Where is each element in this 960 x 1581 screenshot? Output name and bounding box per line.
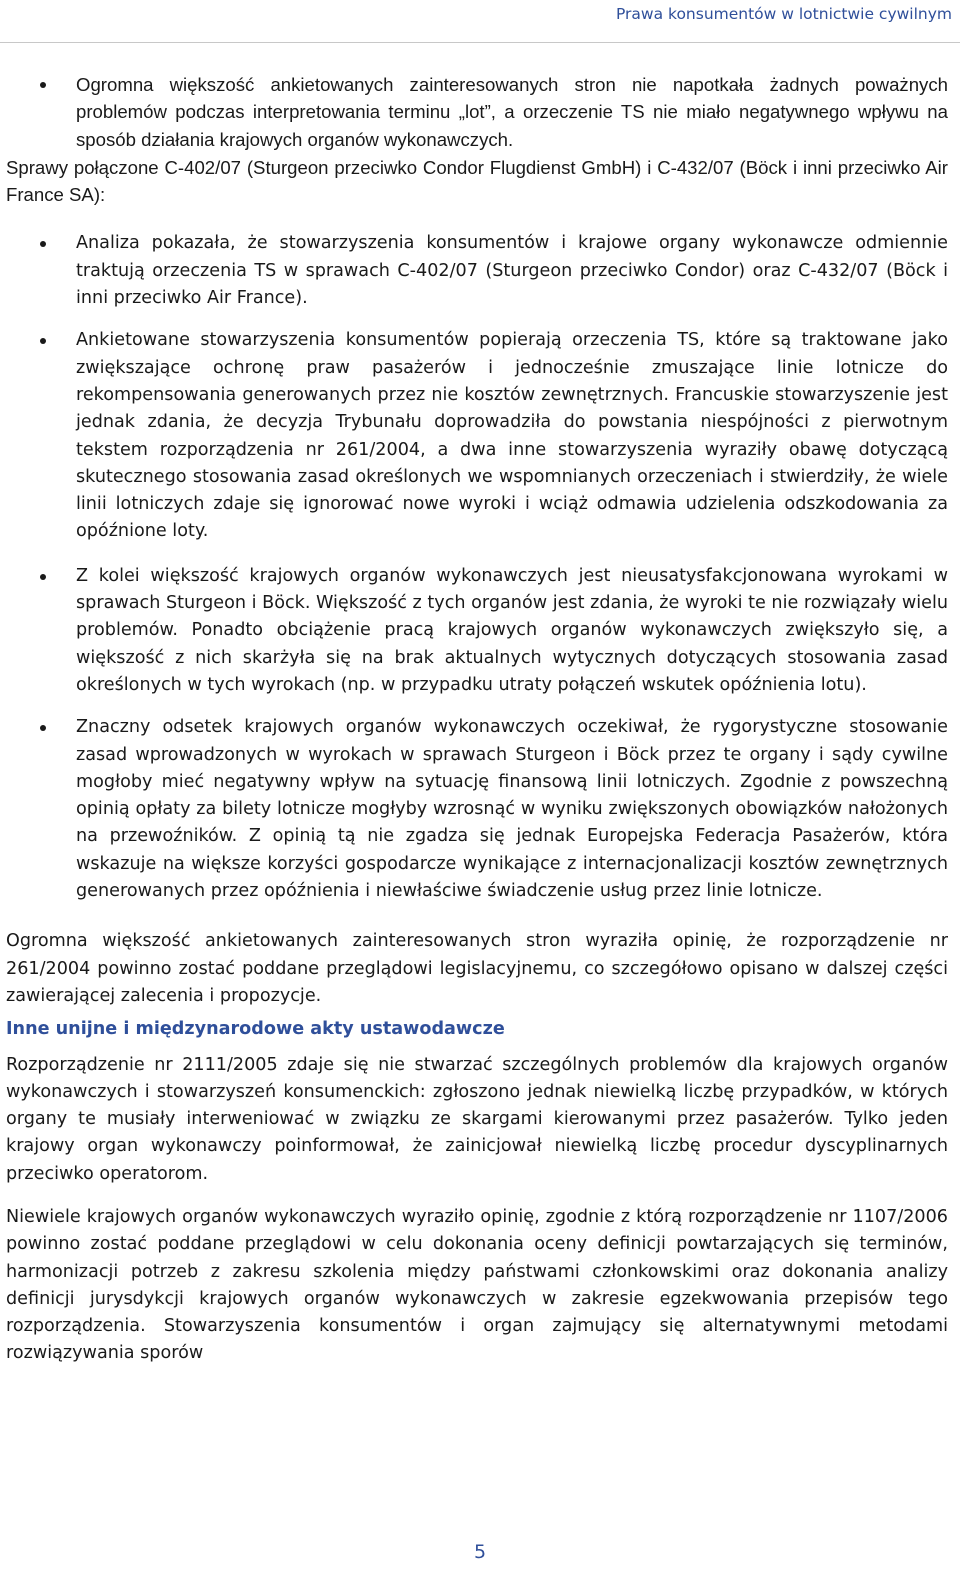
section-intro: Sprawy połączone C-402/07 (Sturgeon przeciwko Condor Flugdienst GmbH) i C-432/07 (Böck i inni przeciwko Air France SA):	[6, 156, 948, 206]
list-item	[6, 714, 948, 905]
bullet-list-sturgeon-bock	[6, 230, 948, 905]
page-number: 5	[473, 1541, 487, 1563]
bullet-list-flight-term	[6, 71, 948, 153]
summary-paragraph: Ogromna większość ankietowanych zainteresowanych stron wyraziła opinię, że rozporządzenie nr 261/2004 powinno zostać poddane przeglądowi legislacyjnemu, co szczegółowo opisano w dalszej części zawierającej zalecenia i propozycje.	[6, 931, 948, 1006]
page-header	[0, 0, 960, 43]
paragraph-regulation-1107: Niewiele krajowych organów wykonawczych wyraziło opinię, zgodnie z którą rozporządzenie nr 1107/2006 powinno zostać poddane przeglądowi w celu dokonania oceny definicji powtarzających się terminów, harmonizacji potrzeb z zakresu szkolenia między państwami członkowskimi oraz dokonania analizy definicji jurysdykcji krajowych organów wykonawczych w zakresie egzekwowania przepisów tego rozporządzenia. Stowarzyszenia konsumentów i organ zajmujący się alternatywnymi metodami rozwiązywania sporów	[6, 1206, 948, 1364]
list-item	[6, 327, 948, 545]
list-item-text: Z kolei większość krajowych organów wykonawczych jest nieusatysfakcjonowana wyrokami w sprawach Sturgeon i Böck. Większość z tych organów jest zdania, że wyroki te nie rozwiązały wielu problemów. Ponadto obciążenie pracą krajowych organów wykonawczych zwiększyło się, a większość z nich skarżyła się na brak aktualnych wytycznych dotyczących stosowania zasad określonych w tych wyrokach (np. w przypadku utraty połączeń wskutek opóźnienia lotu).	[76, 565, 948, 695]
list-item	[6, 230, 948, 312]
bullet-icon	[40, 338, 46, 344]
list-item-text: Znaczny odsetek krajowych organów wykonawczych oczekiwał, że rygorystyczne stosowanie zasad wprowadzonych w wyrokach w sprawach Sturgeon i Böck przez te organy i sądy cywilne mogłoby mieć negatywny wpływ na sytuację finansową linii lotniczych. Zgodnie z powszechną opinią opłaty za bilety lotnicze mogłyby wzrosnąć w wyniku zwiększonych obowiązków nałożonych na przewoźników. Z opinią tą nie zgadza się jednak Europejska Federacja Pasażerów, która wskazuje na większe korzyści gospodarcze wynikające z internacjonalizacji kosztów zewnętrznych generowanych przez opóźnienia i niewłaściwe świadczenie usług przez linie lotnicze.	[76, 717, 948, 902]
bullet-icon	[40, 574, 46, 580]
bullet-icon	[40, 725, 46, 731]
list-item-text: Ankietowane stowarzyszenia konsumentów popierają orzeczenia TS, które są traktowane jako zwiększające ochronę praw pasażerów i jednocześnie zmuszające linie lotnicze do rekompensowania generowanych przez nie kosztów zewnętrznych. Francuskie stowarzyszenie jest jednak zdania, że decyzja Trybunału doprowadziła do powstania niespójności z pierwotnym tekstem rozporządzenia nr 261/2004, a dwa inne stowarzyszenia wyraziły obawę dotyczącą skutecznego stosowania zasad określonych we wspomnianych orzeczeniach i stwierdziły, że wiele linii lotniczych zdaje się ignorować nowe wyroki i wciąż odmawia udzielenia odszkodowania za opóźnione loty.	[76, 330, 948, 542]
list-item	[6, 563, 948, 699]
list-item-text: Analiza pokazała, że stowarzyszenia konsumentów i krajowe organy wykonawcze odmiennie traktują orzeczenia TS w sprawach C-402/07 (Sturgeon przeciwko Condor) oraz C-432/07 (Böck i inni przeciwko Air France).	[76, 233, 948, 309]
bullet-icon	[40, 241, 46, 247]
list-item-text: Ogromna większość ankietowanych zainteresowanych stron nie napotkała żadnych poważnych problemów podczas interpretowania terminu „lot”, a orzeczenie TS nie miało negatywnego wpływu na sposób działania krajowych organów wykonawczych.	[76, 74, 948, 150]
section-heading: Inne unijne i międzynarodowe akty ustawodawcze	[6, 1019, 505, 1040]
paragraph-regulation-2111: Rozporządzenie nr 2111/2005 zdaje się nie stwarzać szczególnych problemów dla krajowych organów wykonawczych i stowarzyszeń konsumenckich: zgłoszono jednak niewielką liczbę przypadków, w których organy te musiały interweniować w związku ze skargami kierowanymi przez pasażerów. Tylko jeden krajowy organ wykonawczy poinformował, że zainicjował niewielką liczbę procedur dyscyplinarnych przeciwko operatorom.	[6, 1054, 948, 1184]
document-body	[6, 71, 948, 1368]
bullet-icon	[40, 82, 46, 88]
list-item	[6, 71, 948, 153]
running-header-title: Prawa konsumentów w lotnictwie cywilnym	[615, 5, 952, 23]
